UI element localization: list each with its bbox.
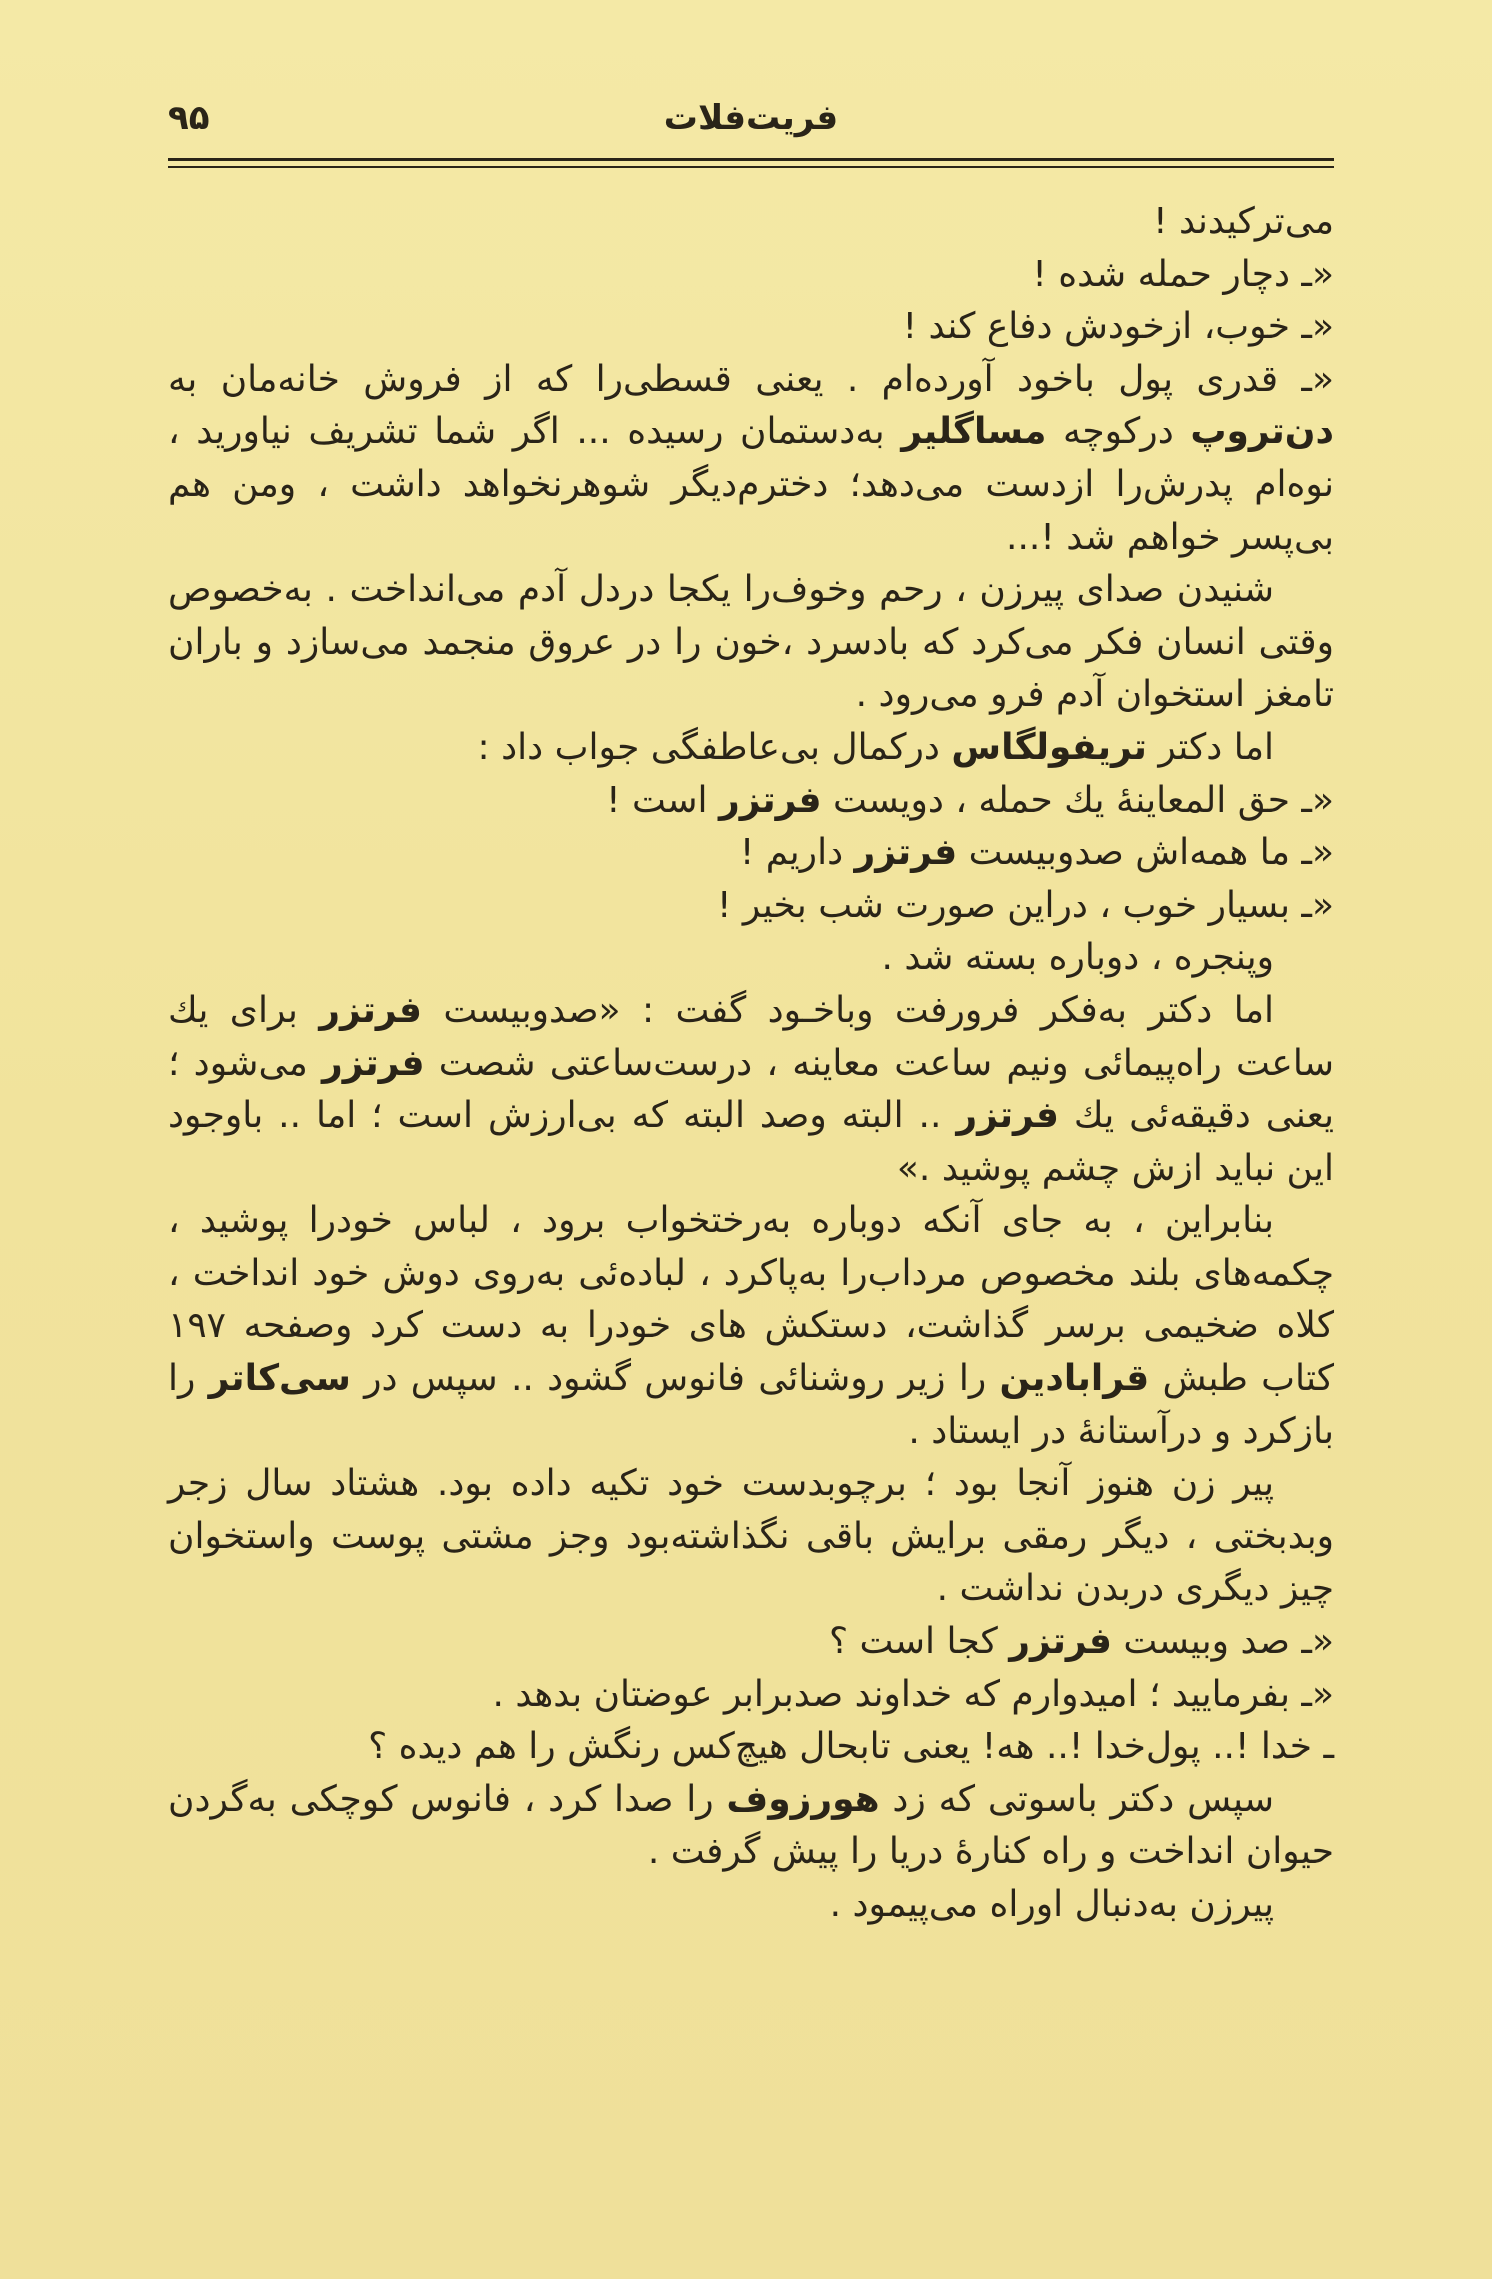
- page-header: [168, 92, 1334, 152]
- paragraph-p9: «ـ بسیار خوب ، دراین صورت شب بخیر !: [716, 884, 1334, 926]
- paragraph-p14: «ـ صد وبیست فرتزر کجا است ؟: [828, 1621, 1334, 1663]
- paragraph-p8: «ـ ما همه‌اش صدوبیست فرتزر داریم !: [739, 832, 1334, 874]
- page-number: ۹۵: [168, 98, 210, 138]
- paragraph-p13: پیر زن هنوز آنجا بود ؛ برچوبدست خود تکیه داده بود. هشتاد سال زجر وبدبختی ، دیگر رمقی برایش باقی نگذاشته‌بود وجز مشتی پوست واستخوان چیز دیگری دربدن نداشت .: [168, 1463, 1334, 1610]
- paragraph-p18: پیرزن به‌دنبال اوراه می‌پیمود .: [829, 1884, 1274, 1925]
- running-title: فریت‌فلات: [663, 98, 839, 138]
- paragraph-p5: شنیدن صدای پیرزن ، رحم وخوف‌را یکجا دردل آدم می‌انداخت . به‌خصوص وقتی انسان فکر می‌کرد که بادسرد ،خون را در عروق منجمد می‌سازد و باران تامغز استخوان آدم فرو می‌رود .: [168, 569, 1334, 716]
- paragraph-p10: وپنجره ، دوباره بسته شد .: [881, 937, 1274, 979]
- paragraph-p3: «ـ خوب، ازخودش دفاع کند !: [902, 306, 1334, 348]
- paragraph-p2: «ـ دچار حمله شده !: [1032, 253, 1334, 295]
- paragraph-p7: «ـ حق المعاینهٔ یك حمله ، دویست فرتزر است !: [606, 779, 1334, 821]
- paragraph-p11: اما دکتر به‌فکر فرورفت وباخـود گفت : «صدوبیست فرتزر برای یك ساعت راه‌پیمائی ونیم ساعت معاینه ، درست‌ساعتی شصت فرتزر می‌شود ؛ یعنی دقیقه‌ئی یك فرتزر .. البته وصد البته که بی‌ارزش است ؛ اما .. باوجود این نباید ازش چشم پوشید .»: [168, 989, 1334, 1189]
- paragraph-p1: می‌ترکیدند !: [1153, 201, 1334, 242]
- header-rule-thick: [168, 158, 1334, 161]
- header-rule-thin: [168, 166, 1334, 168]
- paragraph-p17: سپس دکتر باسوتی که زد هورزوف را صدا کرد ، فانوس کوچکی به‌گردن حیوان انداخت و راه کنارهٔ دریا را پیش گرفت .: [168, 1778, 1334, 1873]
- paragraph-p4: «ـ قدری پول باخود آورده‌ام . یعنی قسطی‌را که از فروش خانه‌مان به دن‌تروپ درکوچه مساگلیر به‌دستمان رسیده ... اگر شما تشریف نیاورید ، نوه‌ام پدرش‌را ازدست می‌دهد؛ دخترم‌دیگر شوهرنخواهد داشت ، ومن هم بی‌پسر خواهم شد !...: [168, 358, 1334, 558]
- paragraph-p15: «ـ بفرمایید ؛ امیدوارم که خداوند صدبرابر عوضتان بدهد .: [492, 1673, 1334, 1715]
- paragraph-p16: ـ خدا !.. پول‌خدا !.. هه! یعنی تابحال هیچ‌کس رنگش را هم دیده ؟: [368, 1726, 1334, 1768]
- paragraph-p6: اما دکتر تریفولگاس درکمال بی‌عاطفگی جواب داد :: [477, 726, 1274, 768]
- body-text: [168, 196, 1334, 1932]
- paragraph-p12: بنابراین ، به جای آنکه دوباره به‌رختخواب برود ، لباس خودرا پوشید ، چکمه‌های بلند مخصوص مرداب‌را به‌پاکرد ، لباده‌ئی به‌روی دوش خود انداخت ، کلاه ضخیمی برسر گذاشت، دستکش های خودرا به دست کرد وصفحه ۱۹۷ کتاب طبش قرابادین را زیر روشنائی فانوس گشود .. سپس در سی‌کاتر را بازکرد و درآستانهٔ در ایستاد .: [168, 1200, 1334, 1452]
